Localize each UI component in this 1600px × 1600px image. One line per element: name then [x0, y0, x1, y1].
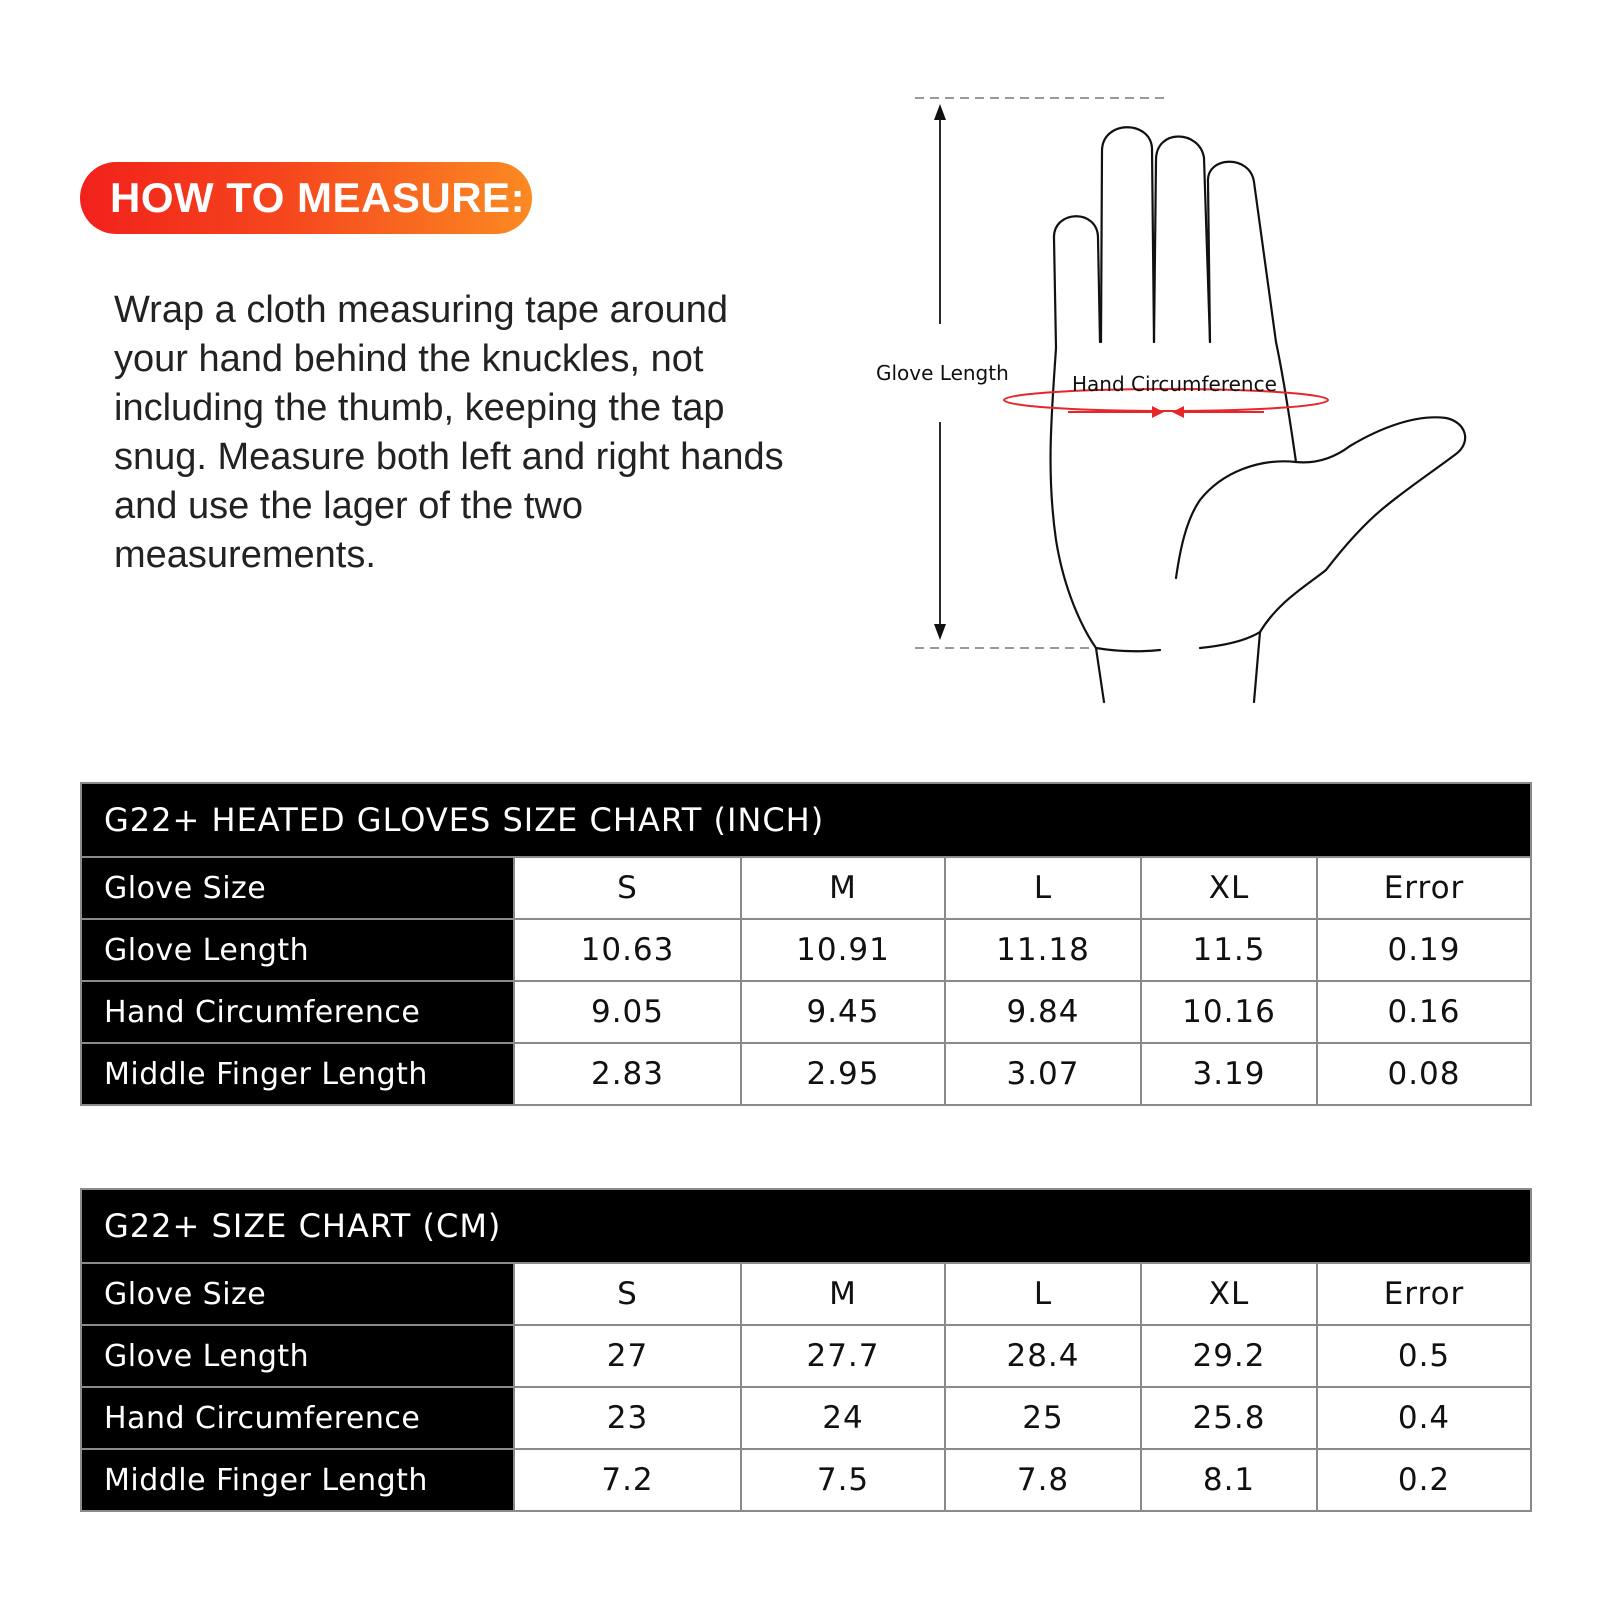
row-label: Glove Size [81, 857, 514, 919]
table-cell: 28.4 [945, 1325, 1141, 1387]
row-label: Hand Circumference [81, 1387, 514, 1449]
table-cell: 10.63 [514, 919, 741, 981]
inch-size-chart [80, 782, 1532, 1106]
table-cell: 27 [514, 1325, 741, 1387]
size-header-error: Error [1317, 1263, 1531, 1325]
hand-circumference-label: Hand Circumference [1072, 372, 1277, 396]
table-row [81, 1043, 1531, 1105]
size-header-xl: XL [1141, 857, 1317, 919]
row-label: Glove Size [81, 1263, 514, 1325]
table-cell: 0.4 [1317, 1387, 1531, 1449]
table-title: G22+ HEATED GLOVES SIZE CHART (INCH) [81, 783, 1531, 857]
table-cell: 27.7 [741, 1325, 945, 1387]
row-label: Glove Length [81, 1325, 514, 1387]
table-row [81, 919, 1531, 981]
cm-size-chart [80, 1188, 1532, 1512]
table-cell: 25 [945, 1387, 1141, 1449]
size-header-xl: XL [1141, 1263, 1317, 1325]
table-cell: 9.05 [514, 981, 741, 1043]
table-row [81, 1325, 1531, 1387]
table-cell: 10.16 [1141, 981, 1317, 1043]
table-cell: 0.2 [1317, 1449, 1531, 1511]
size-header-s: S [514, 1263, 741, 1325]
table-cell: 9.45 [741, 981, 945, 1043]
row-label: Hand Circumference [81, 981, 514, 1043]
table-row [81, 1387, 1531, 1449]
size-header-l: L [945, 1263, 1141, 1325]
size-header-m: M [741, 857, 945, 919]
table-cell: 23 [514, 1387, 741, 1449]
table-cell: 2.95 [741, 1043, 945, 1105]
table-cell: 7.2 [514, 1449, 741, 1511]
table-cell: 7.8 [945, 1449, 1141, 1511]
table-cell: 3.19 [1141, 1043, 1317, 1105]
table-cell: 2.83 [514, 1043, 741, 1105]
table-cell: 10.91 [741, 919, 945, 981]
table-header-row [81, 1263, 1531, 1325]
row-label: Glove Length [81, 919, 514, 981]
table-cell: 0.16 [1317, 981, 1531, 1043]
table-row [81, 1449, 1531, 1511]
size-header-s: S [514, 857, 741, 919]
table-cell: 25.8 [1141, 1387, 1317, 1449]
size-header-m: M [741, 1263, 945, 1325]
hand-outline-icon [1051, 127, 1466, 702]
measure-instructions: Wrap a cloth measuring tape around your hand behind the knuckles, not including the thumb, keeping the tap snug. Measure both left and right hands and use the lager of the two measurements. [114, 289, 784, 576]
row-label: Middle Finger Length [81, 1449, 514, 1511]
size-header-error: Error [1317, 857, 1531, 919]
hand-measurement-figure [860, 80, 1520, 740]
table-cell: 24 [741, 1387, 945, 1449]
table-cell: 0.19 [1317, 919, 1531, 981]
table-cell: 29.2 [1141, 1325, 1317, 1387]
how-to-measure-badge: HOW TO MEASURE: [80, 162, 532, 234]
table-cell: 9.84 [945, 981, 1141, 1043]
table-cell: 3.07 [945, 1043, 1141, 1105]
table-cell: 0.5 [1317, 1325, 1531, 1387]
table-cell: 11.18 [945, 919, 1141, 981]
table-row [81, 981, 1531, 1043]
row-label: Middle Finger Length [81, 1043, 514, 1105]
glove-length-label: Glove Length [876, 361, 1009, 385]
table-cell: 0.08 [1317, 1043, 1531, 1105]
table-cell: 8.1 [1141, 1449, 1317, 1511]
table-title: G22+ SIZE CHART (CM) [81, 1189, 1531, 1263]
size-header-l: L [945, 857, 1141, 919]
table-cell: 7.5 [741, 1449, 945, 1511]
table-cell: 11.5 [1141, 919, 1317, 981]
table-header-row [81, 857, 1531, 919]
